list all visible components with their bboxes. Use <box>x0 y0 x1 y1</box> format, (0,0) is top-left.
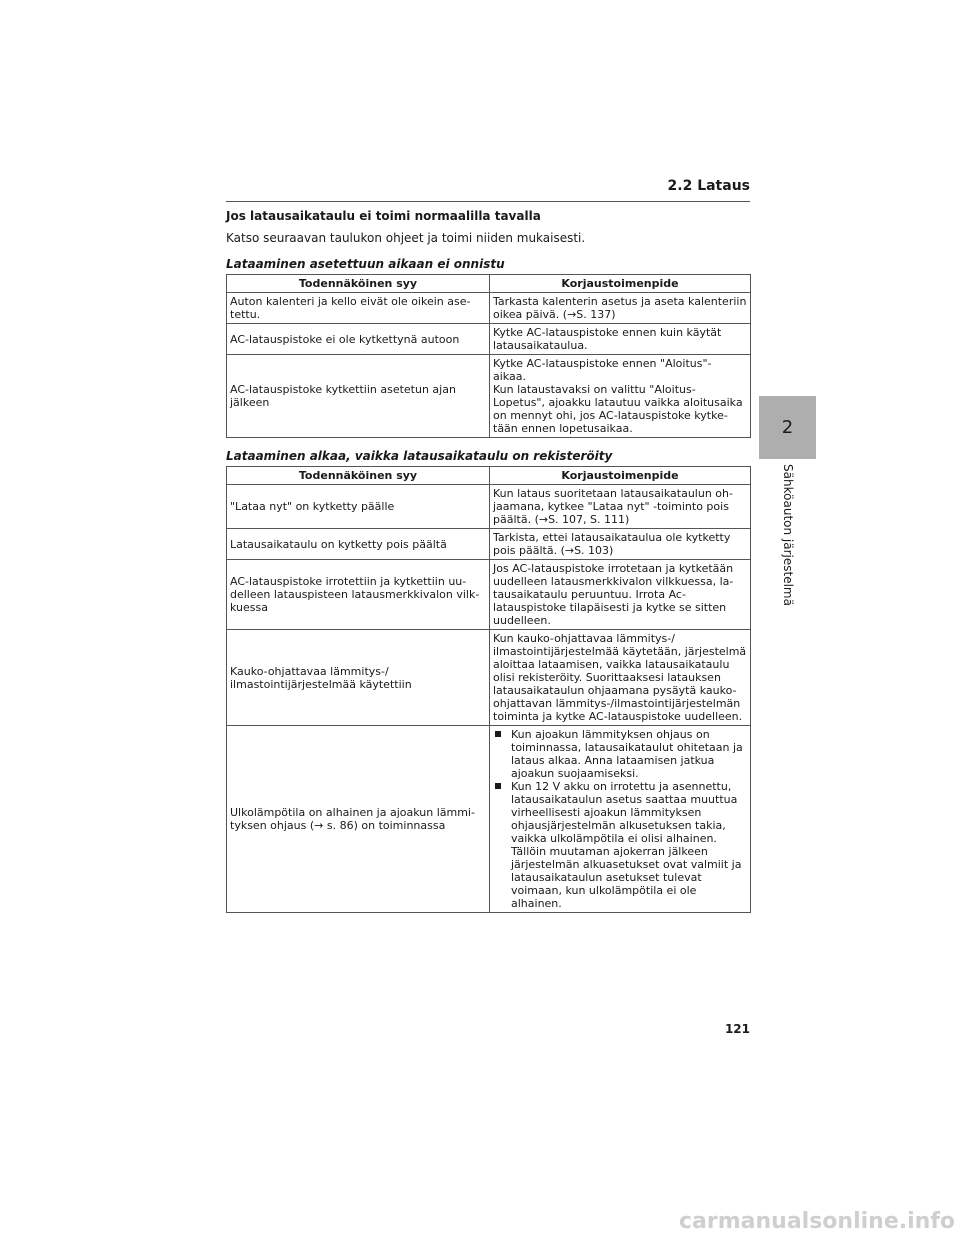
cause-cell: AC-latauspistoke ei ole kytkettynä autoon <box>227 324 490 355</box>
action-cell: Kun kauko-ohjattavaa lämmitys-/ ilmastointijärjestelmää käytetään, järjestelmä aloittaa lataamisen, vaikka latausaikataulu olisi rekisteröity. Suorittaaksesi latauksen latausaikataulun ohjaamana pysäytä kauko- ohjattavan lämmitys-/ilmastointijärjestelmän toiminta ja kytke AC-latauspistoke uudelleen. <box>490 630 751 726</box>
table-row <box>227 560 751 630</box>
table1-header-cause: Todennäköinen syy <box>227 275 490 293</box>
table-row <box>227 630 751 726</box>
action-bullet-list <box>493 728 747 910</box>
cause-cell: AC-latauspistoke irrotettiin ja kytkettiin uu- delleen latauspisteen latausmerkkivalon vilk- kuessa <box>227 560 490 630</box>
table2-header-action: Korjaustoimenpide <box>490 467 751 485</box>
cause-cell: Auton kalenteri ja kello eivät ole oikein ase- tettu. <box>227 293 490 324</box>
table-row <box>227 485 751 529</box>
table2-header-cause: Todennäköinen syy <box>227 467 490 485</box>
bullet-item: Kun ajoakun lämmityksen ohjaus on toiminnassa, latausaikataulut ohitetaan ja lataus alkaa. Anna lataamisen jatkua ajoakun suojaamiseksi. <box>493 728 747 780</box>
chapter-tab: 2 <box>759 396 816 459</box>
table-row <box>227 355 751 438</box>
cause-cell: Kauko-ohjattavaa lämmitys-/ ilmastointijärjestelmää käytettiin <box>227 630 490 726</box>
action-cell: Tarkista, ettei latausaikataulua ole kytketty pois päältä. (→S. 103) <box>490 529 751 560</box>
table2-header-row <box>227 467 751 485</box>
chapter-label-text: Sähköauton järjestelmä <box>781 464 795 606</box>
table-row <box>227 529 751 560</box>
table2 <box>226 466 751 913</box>
table2-last-body <box>227 726 751 913</box>
table2-body <box>227 485 751 726</box>
table1-header-row <box>227 275 751 293</box>
cause-cell: Ulkolämpötila on alhainen ja ajoakun lämmi- tyksen ohjaus (→ s. 86) on toiminnassa <box>227 726 490 913</box>
header-rule <box>226 201 750 202</box>
table1 <box>226 274 751 438</box>
watermark: carmanualsonline.info <box>679 1209 955 1234</box>
table-row <box>227 726 751 913</box>
cause-cell: Latausaikataulu on kytketty pois päältä <box>227 529 490 560</box>
action-cell: Kun lataus suoritetaan latausaikataulun oh- jaamana, kytkee "Lataa nyt" -toiminto pois päältä. (→S. 107, S. 111) <box>490 485 751 529</box>
page-content <box>226 209 750 913</box>
table2-title: Lataaminen alkaa, vaikka latausaikataulu on rekisteröity <box>226 449 613 463</box>
table1-title: Lataaminen asetettuun aikaan ei onnistu <box>226 257 505 271</box>
action-cell: Kytke AC-latauspistoke ennen kuin käytät latausaikataulua. <box>490 324 751 355</box>
page-number: 121 <box>724 1022 750 1036</box>
table-row <box>227 293 751 324</box>
page-heading: Jos latausaikataulu ei toimi normaalilla tavalla <box>226 209 541 223</box>
action-cell <box>490 726 751 913</box>
bullet-item: Kun 12 V akku on irrotettu ja asennettu, latausaikataulun asetus saattaa muuttua virheellisesti ajoakun lämmityksen ohjausjärjestelmän alkusetuksen takia, vaikka ulkolämpötila ei olisi alhainen. Tällöin muutaman ajokerran jälkeen järjestelmän alkuasetukset ovat valmiit ja latausaikataulun asetukset tulevat voimaan, kun ulkolämpötila ei ole alhainen. <box>493 780 747 910</box>
intro-text: Katso seuraavan taulukon ohjeet ja toimi niiden mukaisesti. <box>226 231 586 245</box>
table-row <box>227 324 751 355</box>
table1-body <box>227 293 751 438</box>
action-cell: Tarkasta kalenterin asetus ja aseta kalenteriin oikea päivä. (→S. 137) <box>490 293 751 324</box>
table1-header-action: Korjaustoimenpide <box>490 275 751 293</box>
cause-cell: AC-latauspistoke kytkettiin asetetun ajan jälkeen <box>227 355 490 438</box>
action-cell: Kytke AC-latauspistoke ennen "Aloitus"- aikaa. Kun lataustavaksi on valittu "Aloitus- Lopetus", ajoakku latautuu vaikka aloitusaika on mennyt ohi, jos AC-latauspistoke kytke- tään ennen lopetusaikaa. <box>490 355 751 438</box>
cause-cell: "Lataa nyt" on kytketty päälle <box>227 485 490 529</box>
action-cell: Jos AC-latauspistoke irrotetaan ja kytketään uudelleen latausmerkkivalon vilkkuessa, la- tausaikataulu peruuntuu. Irrota Ac- latauspistoke tilapäisesti ja kytke se sitten uudelleen. <box>490 560 751 630</box>
section-header: 2.2 Lataus <box>667 178 750 194</box>
